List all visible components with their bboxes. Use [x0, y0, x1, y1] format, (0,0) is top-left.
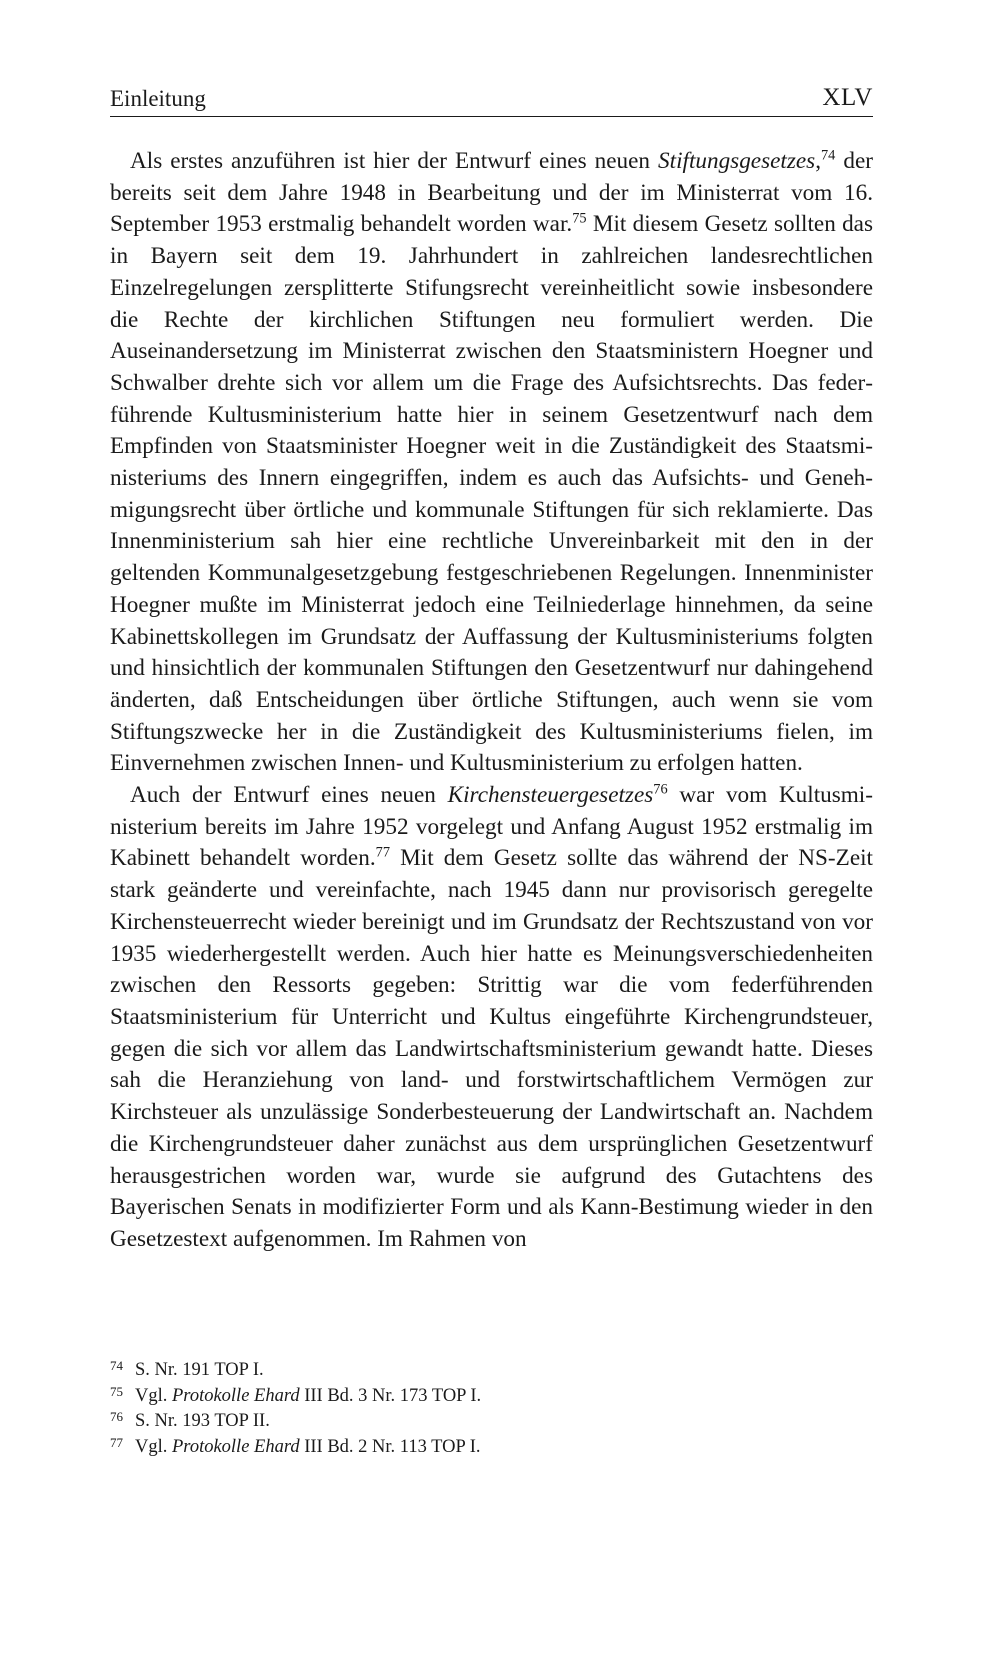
italic-term: Kirchensteuergesetzes	[447, 782, 654, 809]
text-run: Als erstes anzuführen ist hier der Entwurf eines neuen	[130, 148, 659, 174]
footnote-ref: 76	[653, 781, 668, 798]
footnote-number: 75	[110, 1383, 123, 1399]
footnotes	[110, 1358, 873, 1460]
italic-term: Protokolle Ehard	[172, 1385, 300, 1406]
footnote-75	[110, 1384, 873, 1410]
italic-term: Protokolle Ehard	[172, 1436, 300, 1457]
page-number: XLV	[822, 84, 873, 111]
text-run: Auch der Entwurf eines neuen	[130, 782, 448, 809]
text-run: Vgl.	[135, 1436, 172, 1457]
footnote-74	[110, 1358, 873, 1384]
paragraph-kirchensteuergesetz	[110, 780, 873, 1256]
footnote-text	[135, 1435, 481, 1461]
section-title: Einleitung	[110, 86, 206, 111]
text-run: III Bd. 2 Nr. 113 TOP I.	[299, 1436, 481, 1457]
text-run: der bereits seit dem Jahre 1948 in Bearbeitung und der im Ministerrat vom 16. September 1953 erstmalig behandelt worden war.	[110, 148, 873, 238]
text-run: Mit dem Gesetz sollte das während der NS-Zeit stark geänderte und vereinfachte, nach 1945 dann nur provisorisch geregelte Kirchensteuerrecht wieder bereinigt und im Grundsatz der Rechtszustand von vor 1935 wiederhergestellt werden. Auch hier hatte es Meinungsverschiedenheiten zwischen den Ressorts gegeben: Strittig war die vom federführenden Staatsministerium für Unterricht und Kultus eingeführte Kirchengrundsteuer, gegen die sich vor allem das Landwirtschaftsministerium gewandt hatte. Dieses sah die Heranziehung von land- und forstwirtschaftlichem Vermögen zur Kirchsteuer als unzulässige Sonderbesteuerung der Landwirtschaft an. Nachdem die Kirchengrundsteuer daher zunächst aus dem ursprünglichen Gesetzentwurf herausgestrichen worden war, wurde sie aufgrund des Gutachtens des Bayerischen Senats in modifizierter Form und als Kann-Bestimung wieder in den Gesetzestext aufgenommen. Im Rahmen von	[110, 845, 873, 1252]
footnote-76	[110, 1409, 873, 1435]
main-text	[110, 146, 873, 1256]
text-run: war vom Kultusministerium bereits im Jahre 1952 vorgelegt und Anfang August 1952 erstmalig im Kabinett behandelt worden.	[110, 782, 873, 872]
text-run: III Bd. 3 Nr. 173 TOP I.	[299, 1385, 482, 1406]
text-run: ,	[815, 148, 821, 174]
footnote-number: 76	[110, 1409, 123, 1424]
running-header	[110, 82, 873, 117]
footnote-ref: 74	[820, 147, 836, 164]
footnote-ref: 75	[572, 210, 587, 227]
paragraph-stiftungsgesetz	[110, 146, 873, 780]
footnote-number: 77	[110, 1434, 123, 1450]
footnote-text	[135, 1384, 481, 1410]
text-run: Mit diesem Gesetz sollten das in Bayern seit dem 19. Jahrhundert in zahlreichen landesrechtlichen Einzelregelungen zersplitterte Stifungsrecht vereinheitlicht sowie insbesondere die Rechte der kirchlichen Stiftungen neu formuliert werden. Die Auseinandersetzung im Ministerrat zwischen den Staatsministern Hoegner und Schwalber drehte sich vor allem um die Frage des Aufsichtsrechts. Das federführende Kultusministerium hatte hier in seinem Gesetzentwurf nach dem Empfinden von Staatsminister Hoegner weit in die Zuständigkeit des Staatsministeriums des Innern eingegriffen, indem es auch das Aufsichts- und Genehmigungsrecht über örtliche und kommunale Stiftungen für sich reklamierte. Das Innenministerium sah hier eine rechtliche Unvereinbarkeit mit den in der geltenden Kommunalgesetzgebung festgeschriebenen Regelungen. Innenminister Hoegner mußte im Ministerrat jedoch eine Teilniederlage hinnehmen, da seine Kabinettskollegen im Grundsatz der Auffassung der Kultusministeriums folgten und hinsichtlich der kommunalen Stiftungen den Gesetzentwurf nur dahingehend änderten, daß Entscheidungen über örtliche Stiftungen, auch wenn sie vom Stiftungszwecke her in die Zuständigkeit des Kultusministeriums fielen, im Einvernehmen zwischen Innen- und Kultusministerium zu erfolgen hatten.	[110, 211, 873, 777]
footnote-77	[110, 1435, 873, 1461]
footnote-ref: 77	[375, 844, 390, 861]
footnote-text	[135, 1358, 264, 1384]
footnote-text	[135, 1409, 270, 1435]
text-run: S. Nr. 191 TOP I.	[135, 1360, 264, 1380]
footnote-number: 74	[110, 1358, 123, 1373]
text-run: S. Nr. 193 TOP II.	[135, 1411, 270, 1431]
italic-term: Stiftungsgesetzes	[658, 148, 816, 174]
text-run: Vgl.	[135, 1385, 172, 1406]
